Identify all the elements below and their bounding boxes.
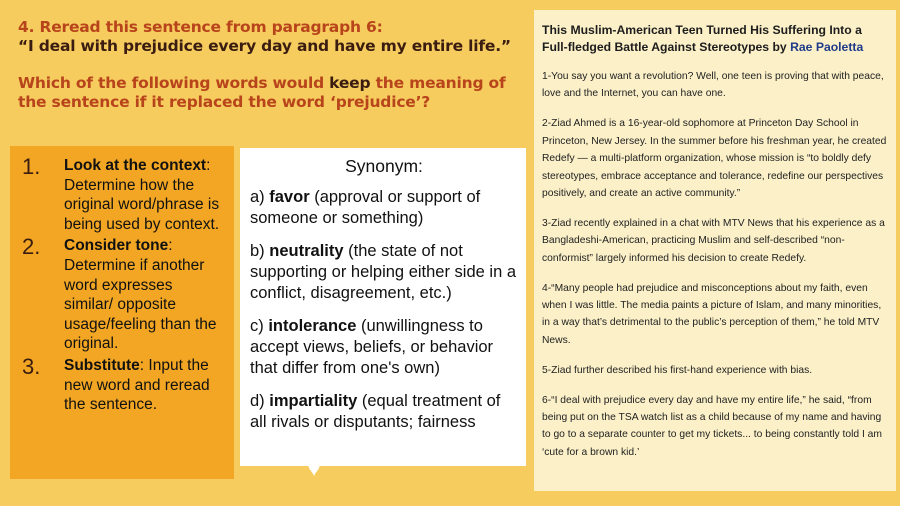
question-heading: 4. Reread this sentence from paragraph 6:: [18, 18, 383, 36]
option-word: intolerance: [268, 317, 357, 335]
article-paragraph: 2-Ziad Ahmed is a 16-year-old sophomore at Princeton Day School in Princeton, New Jersey. In the summer before his freshman year, he created Redefy — a multi-platform organization, whose mission is “to boldly defy stereotypes, embrace acceptance and tolerance, redefine our perspectives positively, and create an active community.”: [542, 118, 887, 199]
strategy-text: Determine how the original word/phrase is being used by context.: [64, 176, 220, 233]
article-paragraph: 1-You say you want a revolution? Well, one teen is proving that with peace, love and the Internet, you can have one.: [542, 71, 884, 100]
strategy-body: [64, 356, 224, 415]
prompt-text-start: Which of the following words would: [18, 74, 330, 92]
article-paragraph: 6-“I deal with prejudice every day and have my entire life,” he said, “from being put on the TSA watch list as a child because of my name and having to go to a separate counter to get my tickets... to being constantly told I am ‘cute for a brown kid.’: [542, 394, 882, 458]
article-title: [542, 22, 888, 56]
strategy-number: 2.: [22, 234, 41, 260]
option-word: impartiality: [269, 392, 358, 410]
option-letter: c): [250, 317, 269, 335]
answer-option-d[interactable]: [250, 391, 518, 433]
option-letter: b): [250, 242, 270, 260]
article-paragraph: 4-“Many people had prejudice and misconceptions about my faith, even when I was little. The media paints a picture of Islam, and many minorities, in a way that’s detrimental to the public’s perception of them,” he told MTV News.: [542, 282, 882, 346]
option-word: neutrality: [269, 242, 344, 260]
strategy-title: Consider tone: [64, 237, 169, 255]
strategy-number: 1.: [22, 154, 41, 179]
strategy-sep: :: [206, 157, 211, 174]
article-author: Rae Paoletta: [790, 40, 864, 54]
strategy-body: [64, 236, 224, 354]
option-definition: (unwillingness to accept views, beliefs, or behavior that differ from one's own): [250, 317, 494, 377]
strategies-panel: [10, 146, 234, 479]
answer-option-a[interactable]: [250, 187, 518, 229]
strategy-sep: :: [168, 237, 173, 255]
strategy-body: [64, 156, 224, 234]
strategy-number: 3.: [22, 353, 41, 379]
question-quote: “I deal with prejudice every day and have my entire life.”: [18, 37, 511, 55]
answer-option-c[interactable]: [250, 316, 518, 379]
option-letter: a): [250, 188, 270, 206]
article-paragraph: 3-Ziad recently explained in a chat with MTV News that his experience as a Bangladeshi-American, practicing Muslim and self-described “non-conformist” largely informed his decision to create Redefy.: [542, 217, 885, 264]
question-prompt: [18, 74, 518, 112]
option-letter: d): [250, 392, 270, 410]
synonyms-title: Synonym:: [345, 156, 423, 176]
strategy-text: Determine if another word expresses similar/ opposite usage/feeling than the original.: [64, 256, 217, 353]
option-definition: (the state of not supporting or helping either side in a conflict, disagreement, etc.): [250, 242, 517, 302]
option-definition: (approval or support of someone or something): [250, 188, 481, 227]
prompt-text-end: the meaning of the sentence if it replaced the word ‘prejudice’?: [18, 74, 506, 111]
answer-option-b[interactable]: [250, 241, 518, 304]
strategy-title: Substitute: [64, 356, 140, 374]
strategy-item: [20, 236, 224, 354]
question-block: [18, 18, 518, 112]
article-paragraph: 5-Ziad further described his first-hand experience with bias.: [542, 364, 813, 376]
strategy-text: Input the new word and reread the sentence.: [64, 356, 210, 414]
strategy-item: [20, 353, 224, 415]
strategy-item: [20, 156, 224, 234]
article-panel: [534, 10, 896, 491]
article-title-text: This Muslim-American Teen Turned His Suffering Into a Full-fledged Battle Against Stereotypes by: [542, 23, 862, 54]
synonyms-panel: [240, 148, 526, 466]
option-word: favor: [269, 188, 310, 206]
option-definition: (equal treatment of all rivals or disputants; fairness: [250, 392, 501, 431]
heart-icon: ♥: [307, 456, 321, 481]
strategy-title: Look at the context: [64, 157, 207, 174]
prompt-keyword: keep: [329, 74, 371, 92]
strategy-sep: :: [139, 356, 145, 374]
